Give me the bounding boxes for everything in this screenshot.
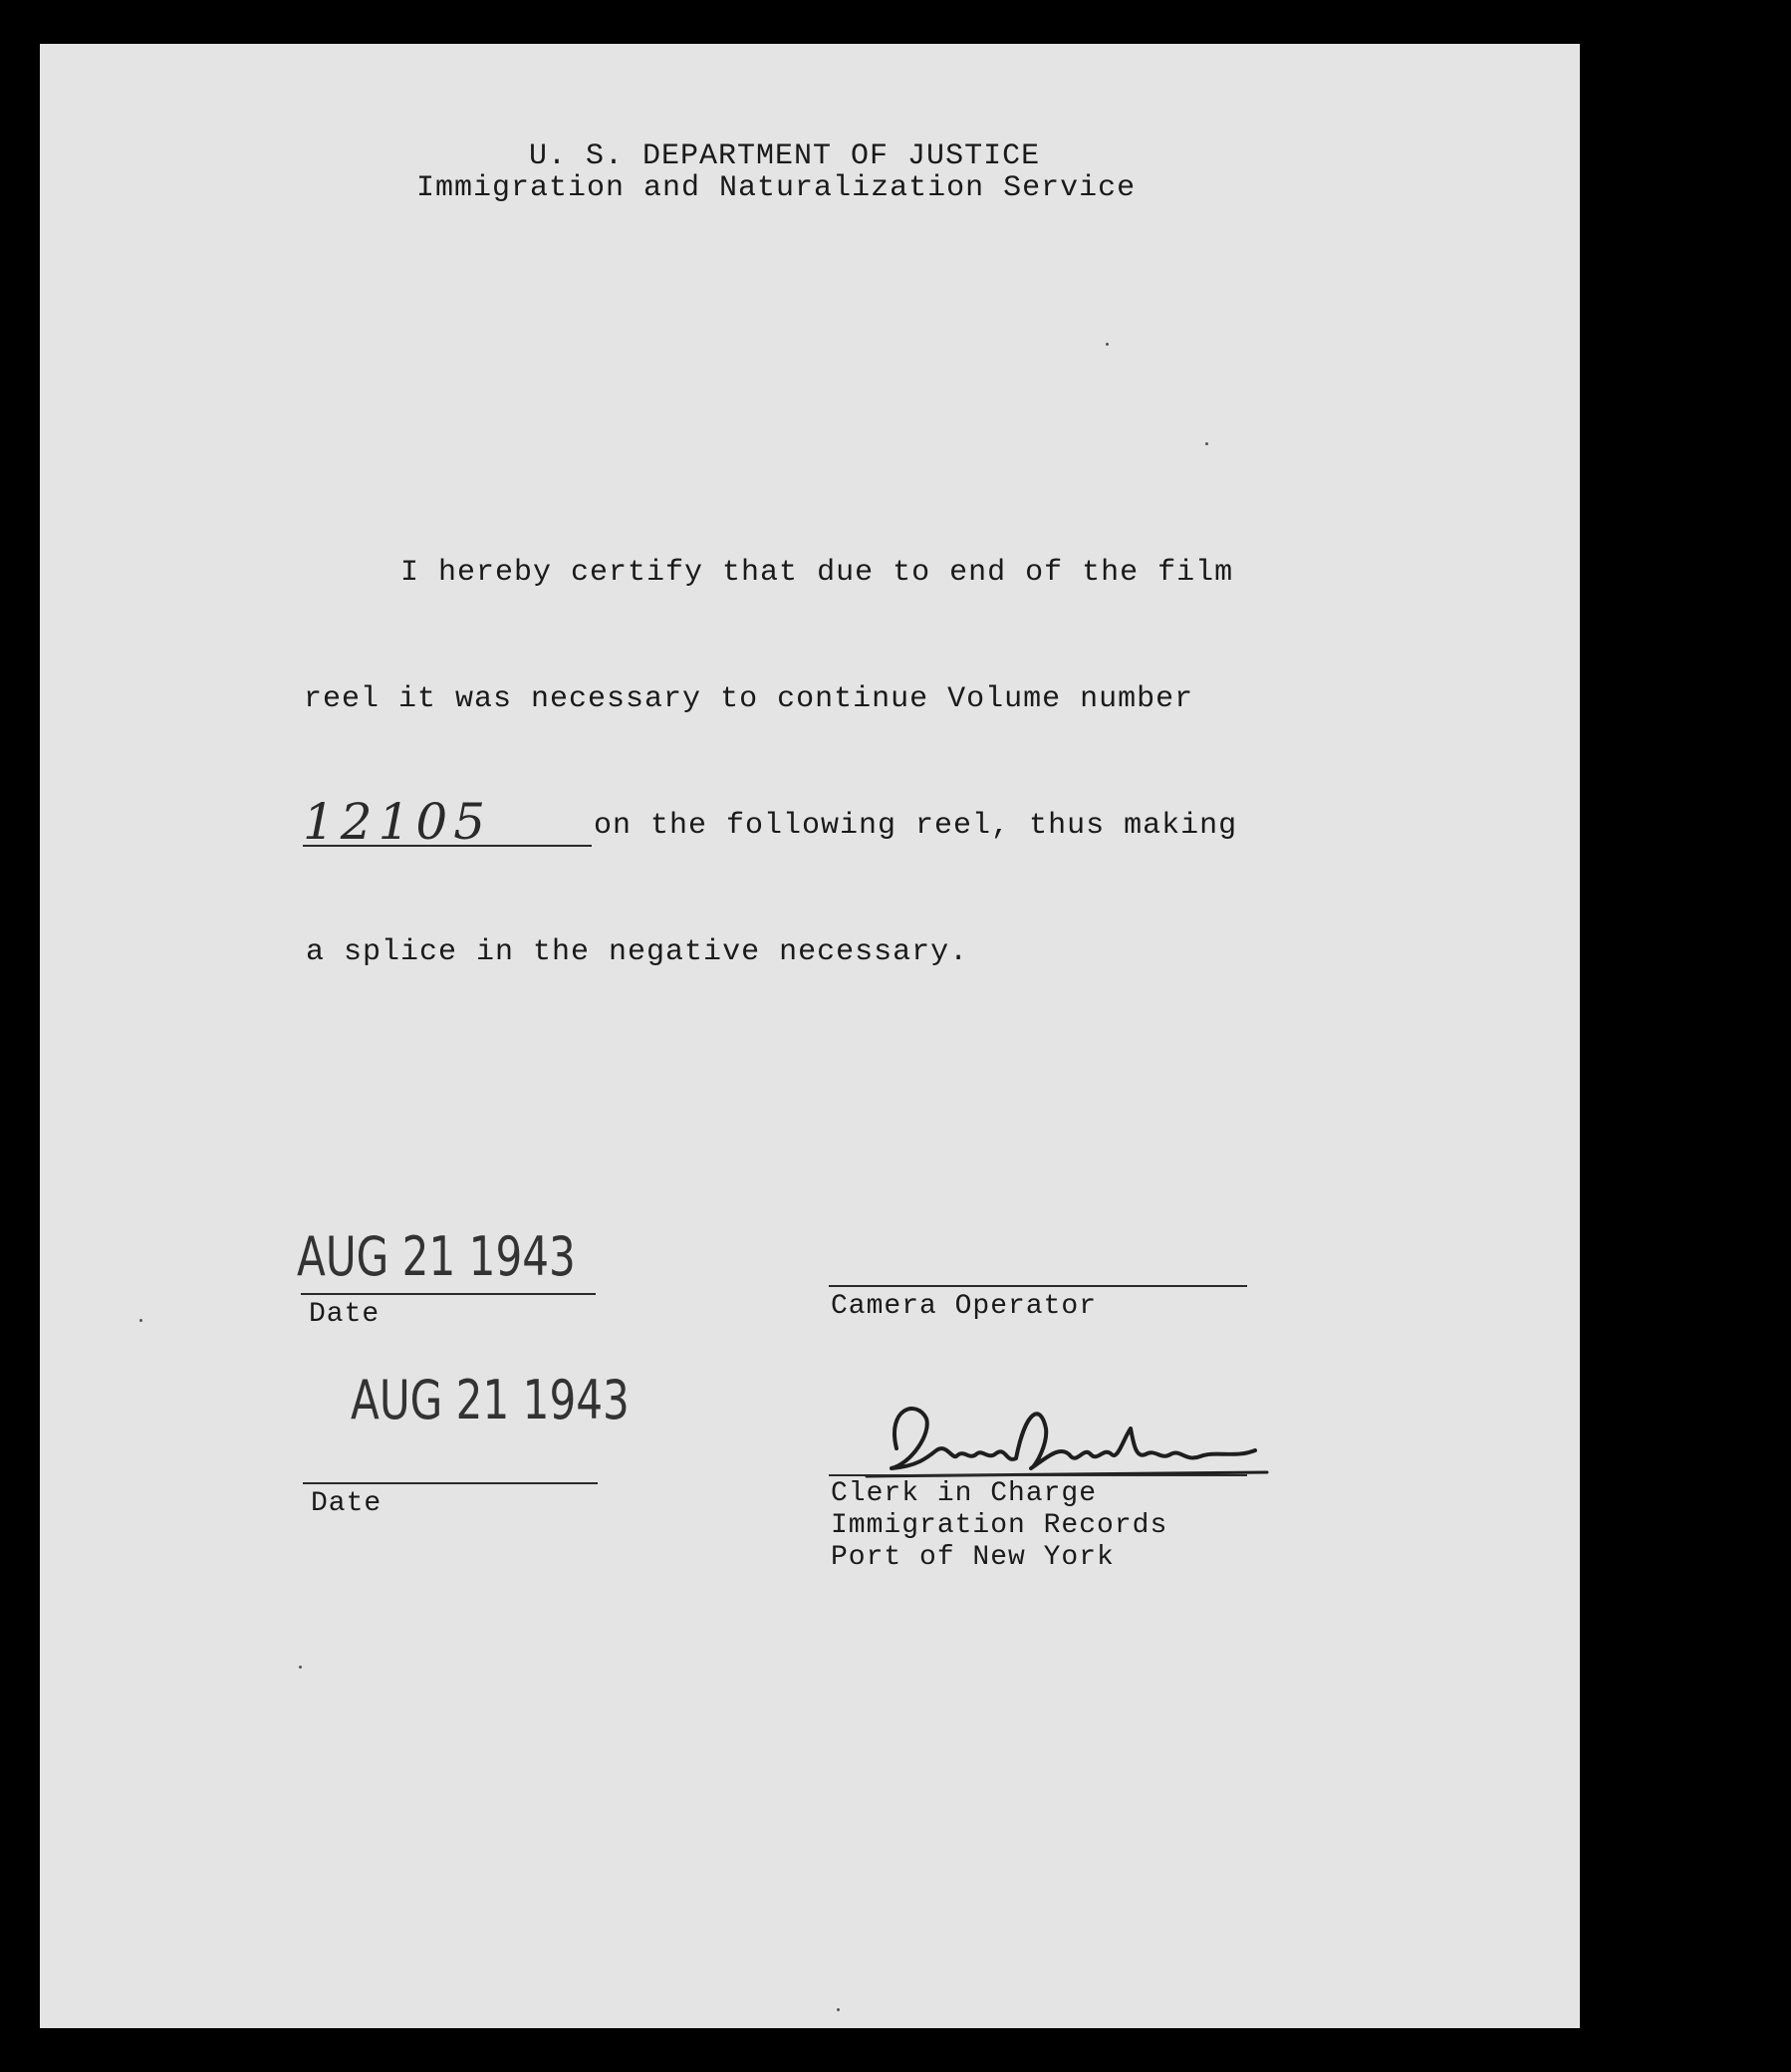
service-heading: Immigration and Naturalization Service — [416, 171, 1137, 205]
certification-line-4: a splice in the negative necessary. — [306, 935, 969, 969]
document-page — [40, 44, 1580, 2028]
paper-speck — [1106, 343, 1109, 346]
camera-operator-signature-line — [829, 1285, 1247, 1287]
date-underline-1 — [301, 1293, 596, 1295]
department-heading: U. S. DEPARTMENT OF JUSTICE — [529, 139, 1041, 173]
paper-speck — [139, 1319, 142, 1322]
date-underline-2 — [303, 1482, 598, 1484]
paper-speck — [299, 1666, 302, 1669]
clerk-signature-line — [829, 1474, 1247, 1476]
date-stamp-1: AUG 21 1943 — [297, 1225, 576, 1288]
volume-number-handwritten: 12105 — [303, 793, 492, 851]
clerk-title: Clerk in Charge — [831, 1478, 1098, 1509]
date-stamp-2: AUG 21 1943 — [351, 1369, 630, 1431]
date-label-1: Date — [309, 1299, 381, 1330]
clerk-signature — [857, 1389, 1275, 1488]
clerk-department: Immigration Records — [831, 1510, 1168, 1541]
paper-speck — [837, 2008, 840, 2011]
volume-number-underline — [303, 845, 592, 847]
certification-line-3: on the following reel, thus making — [594, 809, 1238, 843]
paper-speck — [1205, 442, 1208, 445]
date-label-2: Date — [311, 1488, 383, 1519]
clerk-location: Port of New York — [831, 1542, 1115, 1573]
certification-line-1: I hereby certify that due to end of the film — [400, 556, 1234, 590]
camera-operator-label: Camera Operator — [831, 1291, 1098, 1322]
certification-line-2: reel it was necessary to continue Volume number — [304, 682, 1194, 716]
